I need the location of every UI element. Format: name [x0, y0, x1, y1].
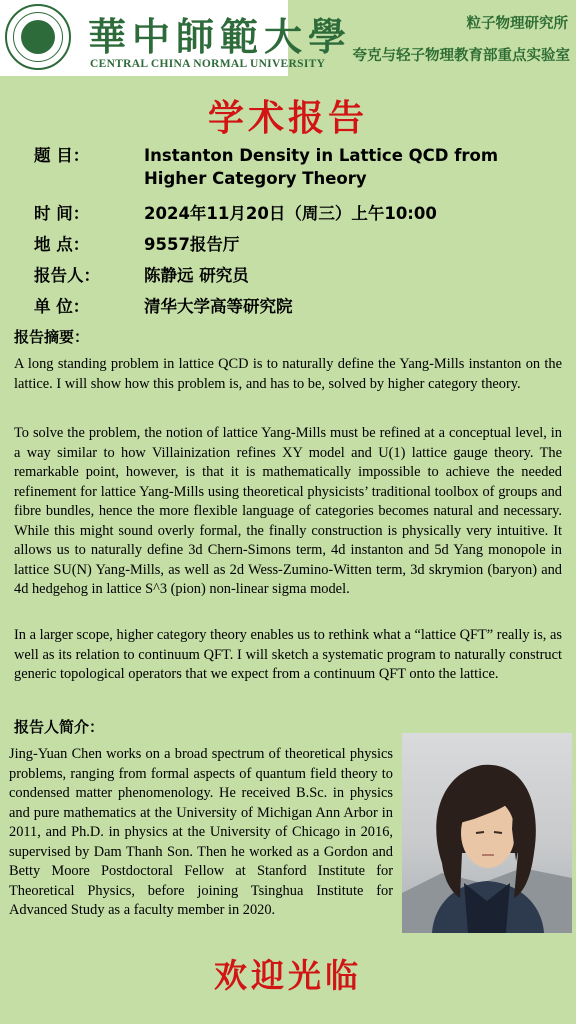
- bio-heading: 报告人简介：: [14, 718, 105, 736]
- place-label: 地 点：: [34, 235, 90, 254]
- university-seal-icon: [5, 4, 71, 70]
- topic-label: 题 目：: [34, 146, 90, 165]
- speaker-row: [34, 262, 249, 286]
- abstract-heading: 报告摘要：: [14, 328, 90, 346]
- place-value: 9557报告厅: [144, 235, 240, 254]
- topic-line1: Instanton Density in Lattice QCD from: [144, 146, 499, 165]
- time-label: 时 间：: [34, 204, 90, 223]
- header: [0, 0, 576, 76]
- university-name-en: CENTRAL CHINA NORMAL UNIVERSITY: [90, 58, 326, 70]
- page-title: 学术报告: [207, 97, 368, 139]
- abstract-paragraph-2: To solve the problem, the notion of lattice Yang-Mills must be refined at a conceptual level, in a way similar to how Villainization refines XY model and U(1) lattice gauge theory. The remarkable point, however, is that it is mathematically impossible to achieve the needed refinement for lattice Yang-Mills using theoretical physicists’ traditional toolbox of groups and fibre bundles, hence the more flexible language of categories becomes natural and necessary. While this might sound overly formal, the finally construction is physically very intuitive. It allows us to naturally define 3d Chern-Simons term, 4d instanton and 5d Yang monopole in lattice SU(N) Yang-Mills, as well as 2d Wess-Zumino-Witten term, 3d skrymion (baryon) and 4d hedgehog in lattice S^3 (pion) non-linear sigma model.: [14, 425, 562, 597]
- topic-row-2: [34, 169, 367, 188]
- affil-row: [34, 293, 293, 317]
- topic-line2: Higher Category Theory: [144, 169, 367, 188]
- university-name-cn: 華中師範大學: [88, 14, 353, 59]
- time-row: [34, 200, 437, 224]
- welcome-text: 欢迎光临: [214, 956, 362, 995]
- time-value: 2024年11月20日（周三）上午10:00: [144, 204, 437, 223]
- speaker-photo: [402, 733, 572, 933]
- topic-row: [34, 142, 498, 166]
- speaker-value: 陈静远 研究员: [144, 266, 249, 285]
- university-logo: [0, 0, 353, 76]
- speaker-label: 报告人：: [34, 266, 100, 285]
- bio-text: Jing-Yuan Chen works on a broad spectrum of theoretical physics problems, ranging from formal aspects of quantum field theory to condensed matter phenomenology. He received B.Sc. in physics and pure mathematics at the University of Michigan Ann Arbor in 2011, and Ph.D. in physics at the University of Chicago in 2016, supervised by Dam Thanh Son. Then he worked as a Gordon and Betty Moore Postdoctoral Fellow at Stanford Institute for Theoretical Physics, before joining Tsinghua Institute for Advanced Study as a faculty member in 2020.: [9, 746, 393, 918]
- abstract-paragraph-1: A long standing problem in lattice QCD is to naturally define the Yang-Mills instanton on the lattice. I will show how this problem is, and has to be, solved by higher category theory.: [14, 356, 562, 392]
- affil-label: 单 位：: [34, 297, 90, 316]
- institute-name: 粒子物理研究所: [466, 15, 568, 32]
- lab-name: 夸克与轻子物理教育部重点实验室: [352, 47, 570, 64]
- affil-value: 清华大学高等研究院: [144, 297, 293, 316]
- abstract-paragraph-3: In a larger scope, higher category theory enables us to rethink what a “lattice QFT” really is, as well as its relation to continuum QFT. I will sketch a systematic program to naturally construct generic topological operators that we expect from a continuum QFT onto the lattice.: [14, 627, 562, 682]
- place-row: [34, 231, 239, 255]
